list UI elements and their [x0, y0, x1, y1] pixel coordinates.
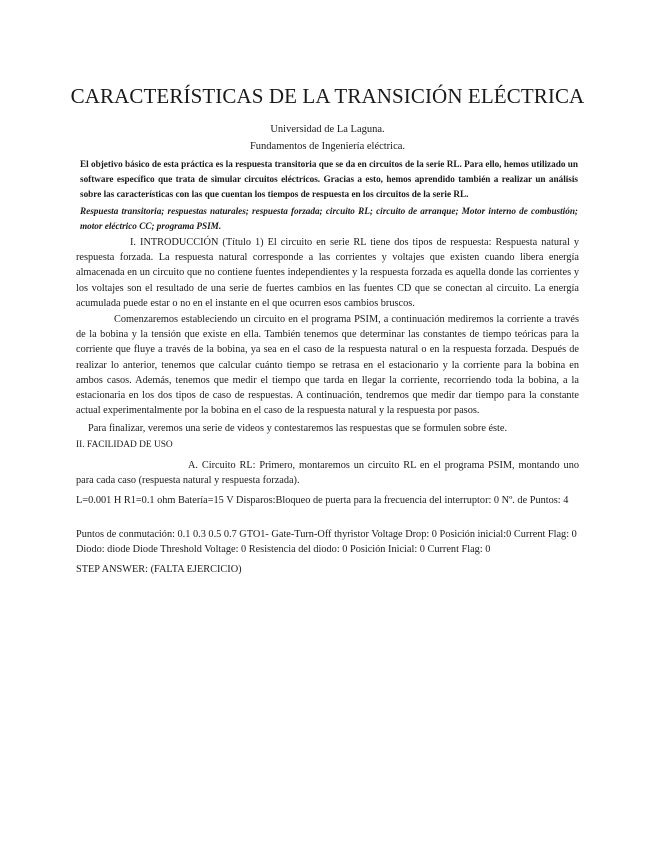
university-line: Universidad de La Laguna. [270, 124, 385, 135]
closing-paragraph: Para finalizar, veremos una serie de videos y contestaremos las respuestas que se formulen sobre éste. [88, 423, 508, 434]
document-title: CARACTERÍSTICAS DE LA TRANSICIÓN ELÉCTRICA [70, 84, 585, 108]
abstract-paragraph: El objetivo básico de esta práctica es la respuesta transitoria que se da en circuitos de la serie RL. Para ello, hemos utilizado un software específico que trata de simular circuitos eléctricos. Gracias a esto, hemos aprendido también a realizar un análisis sobre las características con las que cuentan los tiempos de respuesta en los circuitos de la serie RL. [80, 159, 578, 199]
step-answer-note: STEP ANSWER: (FALTA EJERCICIO) [76, 564, 242, 575]
subsection-circuit-rl: A. Circuito RL: Primero, montaremos un circuito RL en el programa PSIM, montando uno para cada caso (respuesta natural y respuesta forzada). [76, 460, 579, 487]
method-paragraph: Comenzaremos estableciendo un circuito en el programa PSIM, a continuación mediremos la corriente a través de la bobina y la tensión que existe en ella. También tenemos que determinar las constantes de tiempo teóricas para la corriente que fluye a través de la bobina, ya sea en el caso de la respuesta natural o en la respuesta forzada. Después de realizar lo anterior, tenemos que calcular cuánto tiempo se retrasa en el estacionario y la corriente para la bobina en ambos casos. Además, tenemos que medir el tiempo que tarda en llegar la corriente, recorriendo toda la bobina, a la estacionaria en los dos tipos de caso de respuestas. A continuación, tendremos que medir dar tiempo para la constante actual experimentalmente por la bobina en el caso de la respuesta natural y la respuesta por pasos. [76, 314, 579, 417]
introduction-paragraph: I. INTRODUCCIÓN (Título 1) El circuito en serie RL tiene dos tipos de respuesta: Respuesta natural y respuesta forzada. La respuesta natural corresponde a las corrientes y voltajes que existen cuando libera energía almacenada en un circuito que no contiene fuentes independientes y la respuesta forzada es aquella donde las corrientes y los voltajes son el resultado de una serie de fuertes cambios en las fuentes CD que se conectan al circuito. La energía acumulada puede estar o no en el instante en el que ocurren esos cambios bruscos. [76, 237, 579, 309]
keywords-paragraph: Respuesta transitoria; respuestas naturales; respuesta forzada; circuito RL; circuito de arranque; Motor interno de combustión; motor eléctrico CC; programa PSIM. [80, 206, 578, 231]
circuit-parameters: L=0.001 H R1=0.1 ohm Batería=15 V Disparos:Bloqueo de puerta para la frecuencia del interruptor: 0 Nº. de Puntos: 4 [76, 495, 569, 506]
switching-parameters: Puntos de conmutación: 0.1 0.3 0.5 0.7 GTO1- Gate-Turn-Off thyristor Voltage Drop: 0 Posición inicial:0 Current Flag: 0 Diodo: diode Diode Threshold Voltage: 0 Resistencia del diodo: 0 Posición Inicial: 0 Current Flag: 0 [76, 529, 577, 555]
course-line: Fundamentos de Ingeniería eléctrica. [249, 141, 406, 152]
section-heading-usability: II. FACILIDAD DE USO [76, 440, 173, 450]
